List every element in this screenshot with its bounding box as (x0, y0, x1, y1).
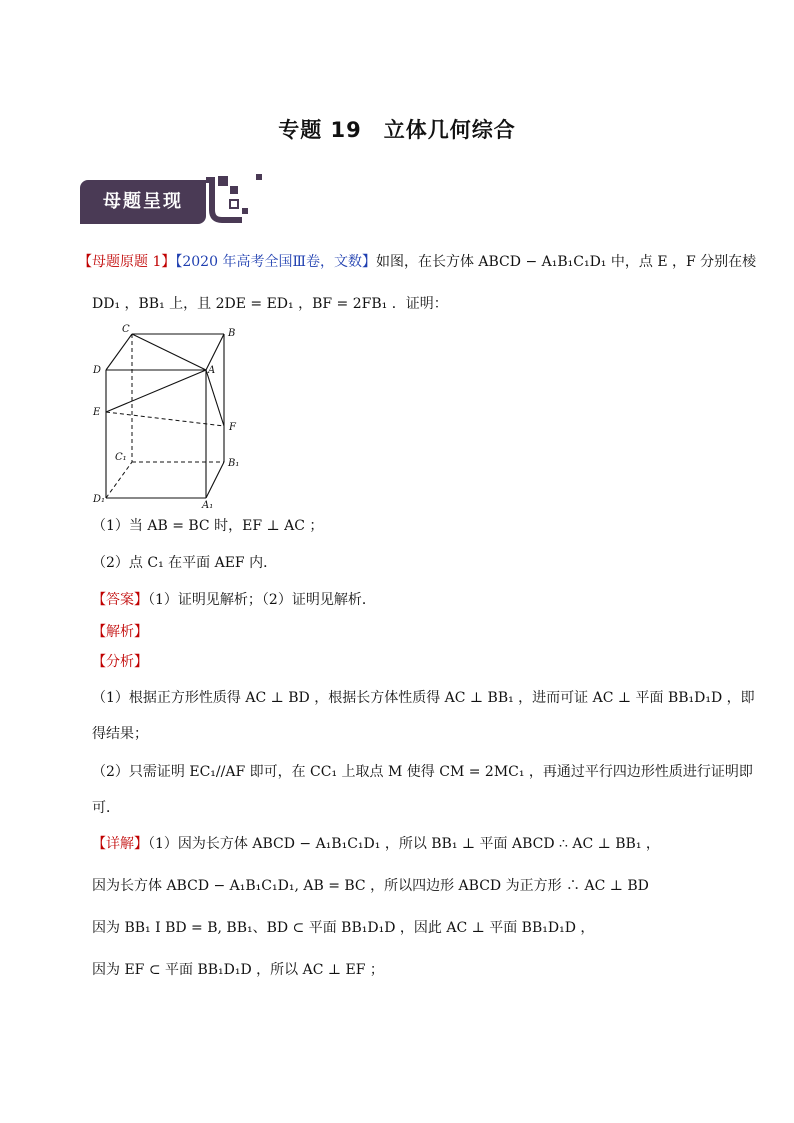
fenxi-tag: 【分析】 (92, 654, 148, 670)
analysis-tag: 【解析】 (92, 624, 148, 640)
problem-tag: 【母题原题 1】 (78, 254, 176, 270)
label-C1: C₁ (115, 452, 127, 463)
label-B1: B₁ (228, 458, 240, 469)
section-banner (80, 172, 270, 230)
cuboid-figure (90, 320, 250, 510)
problem-line-1 (78, 252, 757, 272)
label-A: A (208, 365, 216, 376)
answer-line (92, 590, 734, 610)
fenxi-line-4: 可． (92, 800, 120, 816)
banner-decoration-icon (80, 172, 270, 230)
detail-line-1 (92, 834, 734, 854)
detail-line-2: 因为长方体 ABCD − A₁B₁C₁D₁, AB = BC ，所以四边形 ABCD 为正方形 ∴ AC ⊥ BD (92, 878, 649, 894)
label-D1: D₁ (93, 494, 106, 505)
detail-line-3: 因为 BB₁ I BD = B, BB₁、BD ⊂ 平面 BB₁D₁D ，因此 AC ⊥ 平面 BB₁D₁D ， (92, 920, 595, 936)
detail-tag: 【详解】 (92, 836, 148, 852)
answer-tag: 【答案】 (92, 592, 148, 608)
label-A1: A₁ (202, 500, 214, 510)
detail-text-1: （1）因为长方体 ABCD − A₁B₁C₁D₁ ，所以 BB₁ ⊥ 平面 ABCD ∴ AC ⊥ BB₁ ， (148, 836, 660, 852)
problem-source: 【2020 年高考全国Ⅲ卷，文数】 (175, 254, 376, 270)
label-D: D (93, 365, 102, 376)
fenxi-line-3: （2）只需证明 EC₁//AF 即可，在 CC₁ 上取点 M 使得 CM = 2MC₁ ，再通过平行四边形性质进行证明即 (92, 764, 753, 780)
question-2: （2）点 C₁ 在平面 AEF 内． (92, 555, 278, 571)
label-B: B (228, 328, 236, 339)
problem-text-1: 如图，在长方体 ABCD − A₁B₁C₁D₁ 中，点 E ，F 分别在棱 (375, 254, 757, 270)
question-1: （1）当 AB = BC 时，EF ⊥ AC ； (92, 518, 324, 534)
answer-text: （1）证明见解析；（2）证明见解析． (148, 592, 376, 608)
detail-line-4: 因为 EF ⊂ 平面 BB₁D₁D ，所以 AC ⊥ EF ； (92, 962, 384, 978)
label-F: F (229, 422, 236, 433)
label-E: E (93, 407, 101, 418)
fenxi-line-1: （1）根据正方形性质得 AC ⊥ BD ，根据长方体性质得 AC ⊥ BB₁ ，进而可证 AC ⊥ 平面 BB₁D₁D ，即 (92, 690, 755, 706)
label-C: C (122, 324, 130, 335)
banner-label: 母题呈现 (80, 180, 206, 224)
problem-line-2: DD₁ ，BB₁ 上，且 2DE = ED₁ ，BF = 2FB₁ ．证明： (92, 296, 448, 312)
fenxi-line-2: 得结果； (92, 726, 148, 742)
page-title: 专题 19 立体几何综合 (278, 118, 516, 142)
